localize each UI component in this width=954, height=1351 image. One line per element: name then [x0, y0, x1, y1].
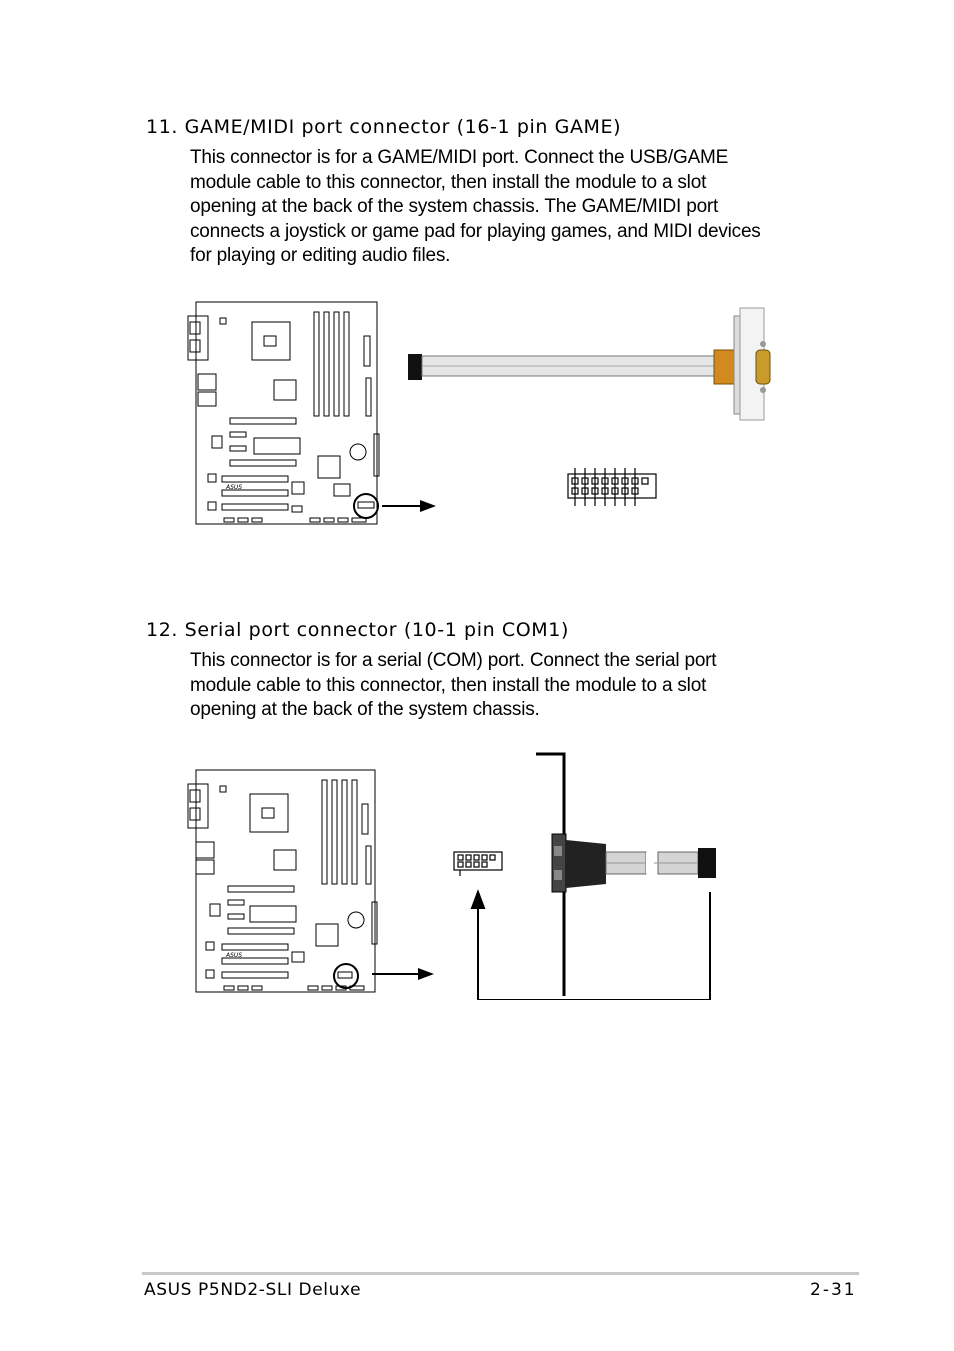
section-12-heading: 12. Serial port connector (10-1 pin COM1)	[146, 619, 569, 641]
section-11-line: connects a joystick or game pad for playing games, and MIDI devices	[190, 220, 761, 242]
arrow-icon	[382, 500, 436, 512]
motherboard-layout-icon	[188, 770, 377, 992]
section-11-body	[190, 146, 830, 269]
section-11-line: opening at the back of the system chassis. The GAME/MIDI port	[190, 196, 719, 217]
section-11-heading: 11. GAME/MIDI port connector (16-1 pin GAME)	[146, 116, 622, 138]
footer-page-number: 2-31	[810, 1280, 857, 1300]
section-12-line: This connector is for a serial (COM) port. Connect the serial port	[190, 650, 717, 671]
section-12-body	[190, 649, 830, 723]
section-11-line: module cable to this connector, then install the module to a slot	[190, 171, 707, 193]
serial-cable-icon	[536, 754, 716, 996]
com-pin-header-icon	[454, 852, 502, 876]
arrow-icon	[372, 968, 434, 980]
serial-connector-figure	[186, 748, 726, 1000]
footer-product-name: ASUS P5ND2-SLI Deluxe	[144, 1280, 362, 1300]
connection-path-icon	[472, 892, 710, 1000]
section-12-line: opening at the back of the system chassis.	[190, 699, 540, 720]
section-11-line: This connector is for a GAME/MIDI port. Connect the USB/GAME	[190, 147, 729, 168]
game-cable-icon	[408, 308, 770, 420]
section-12-line: module cable to this connector, then install the module to a slot	[190, 674, 707, 696]
board-logo-text: ASUS	[226, 952, 243, 959]
game-connector-figure	[186, 296, 796, 532]
section-11-line: for playing or editing audio files.	[190, 245, 451, 266]
footer-divider	[142, 1272, 859, 1275]
motherboard-layout-icon	[188, 302, 379, 524]
board-logo-text: ASUS	[226, 484, 243, 491]
game-pin-header-icon	[568, 468, 656, 506]
